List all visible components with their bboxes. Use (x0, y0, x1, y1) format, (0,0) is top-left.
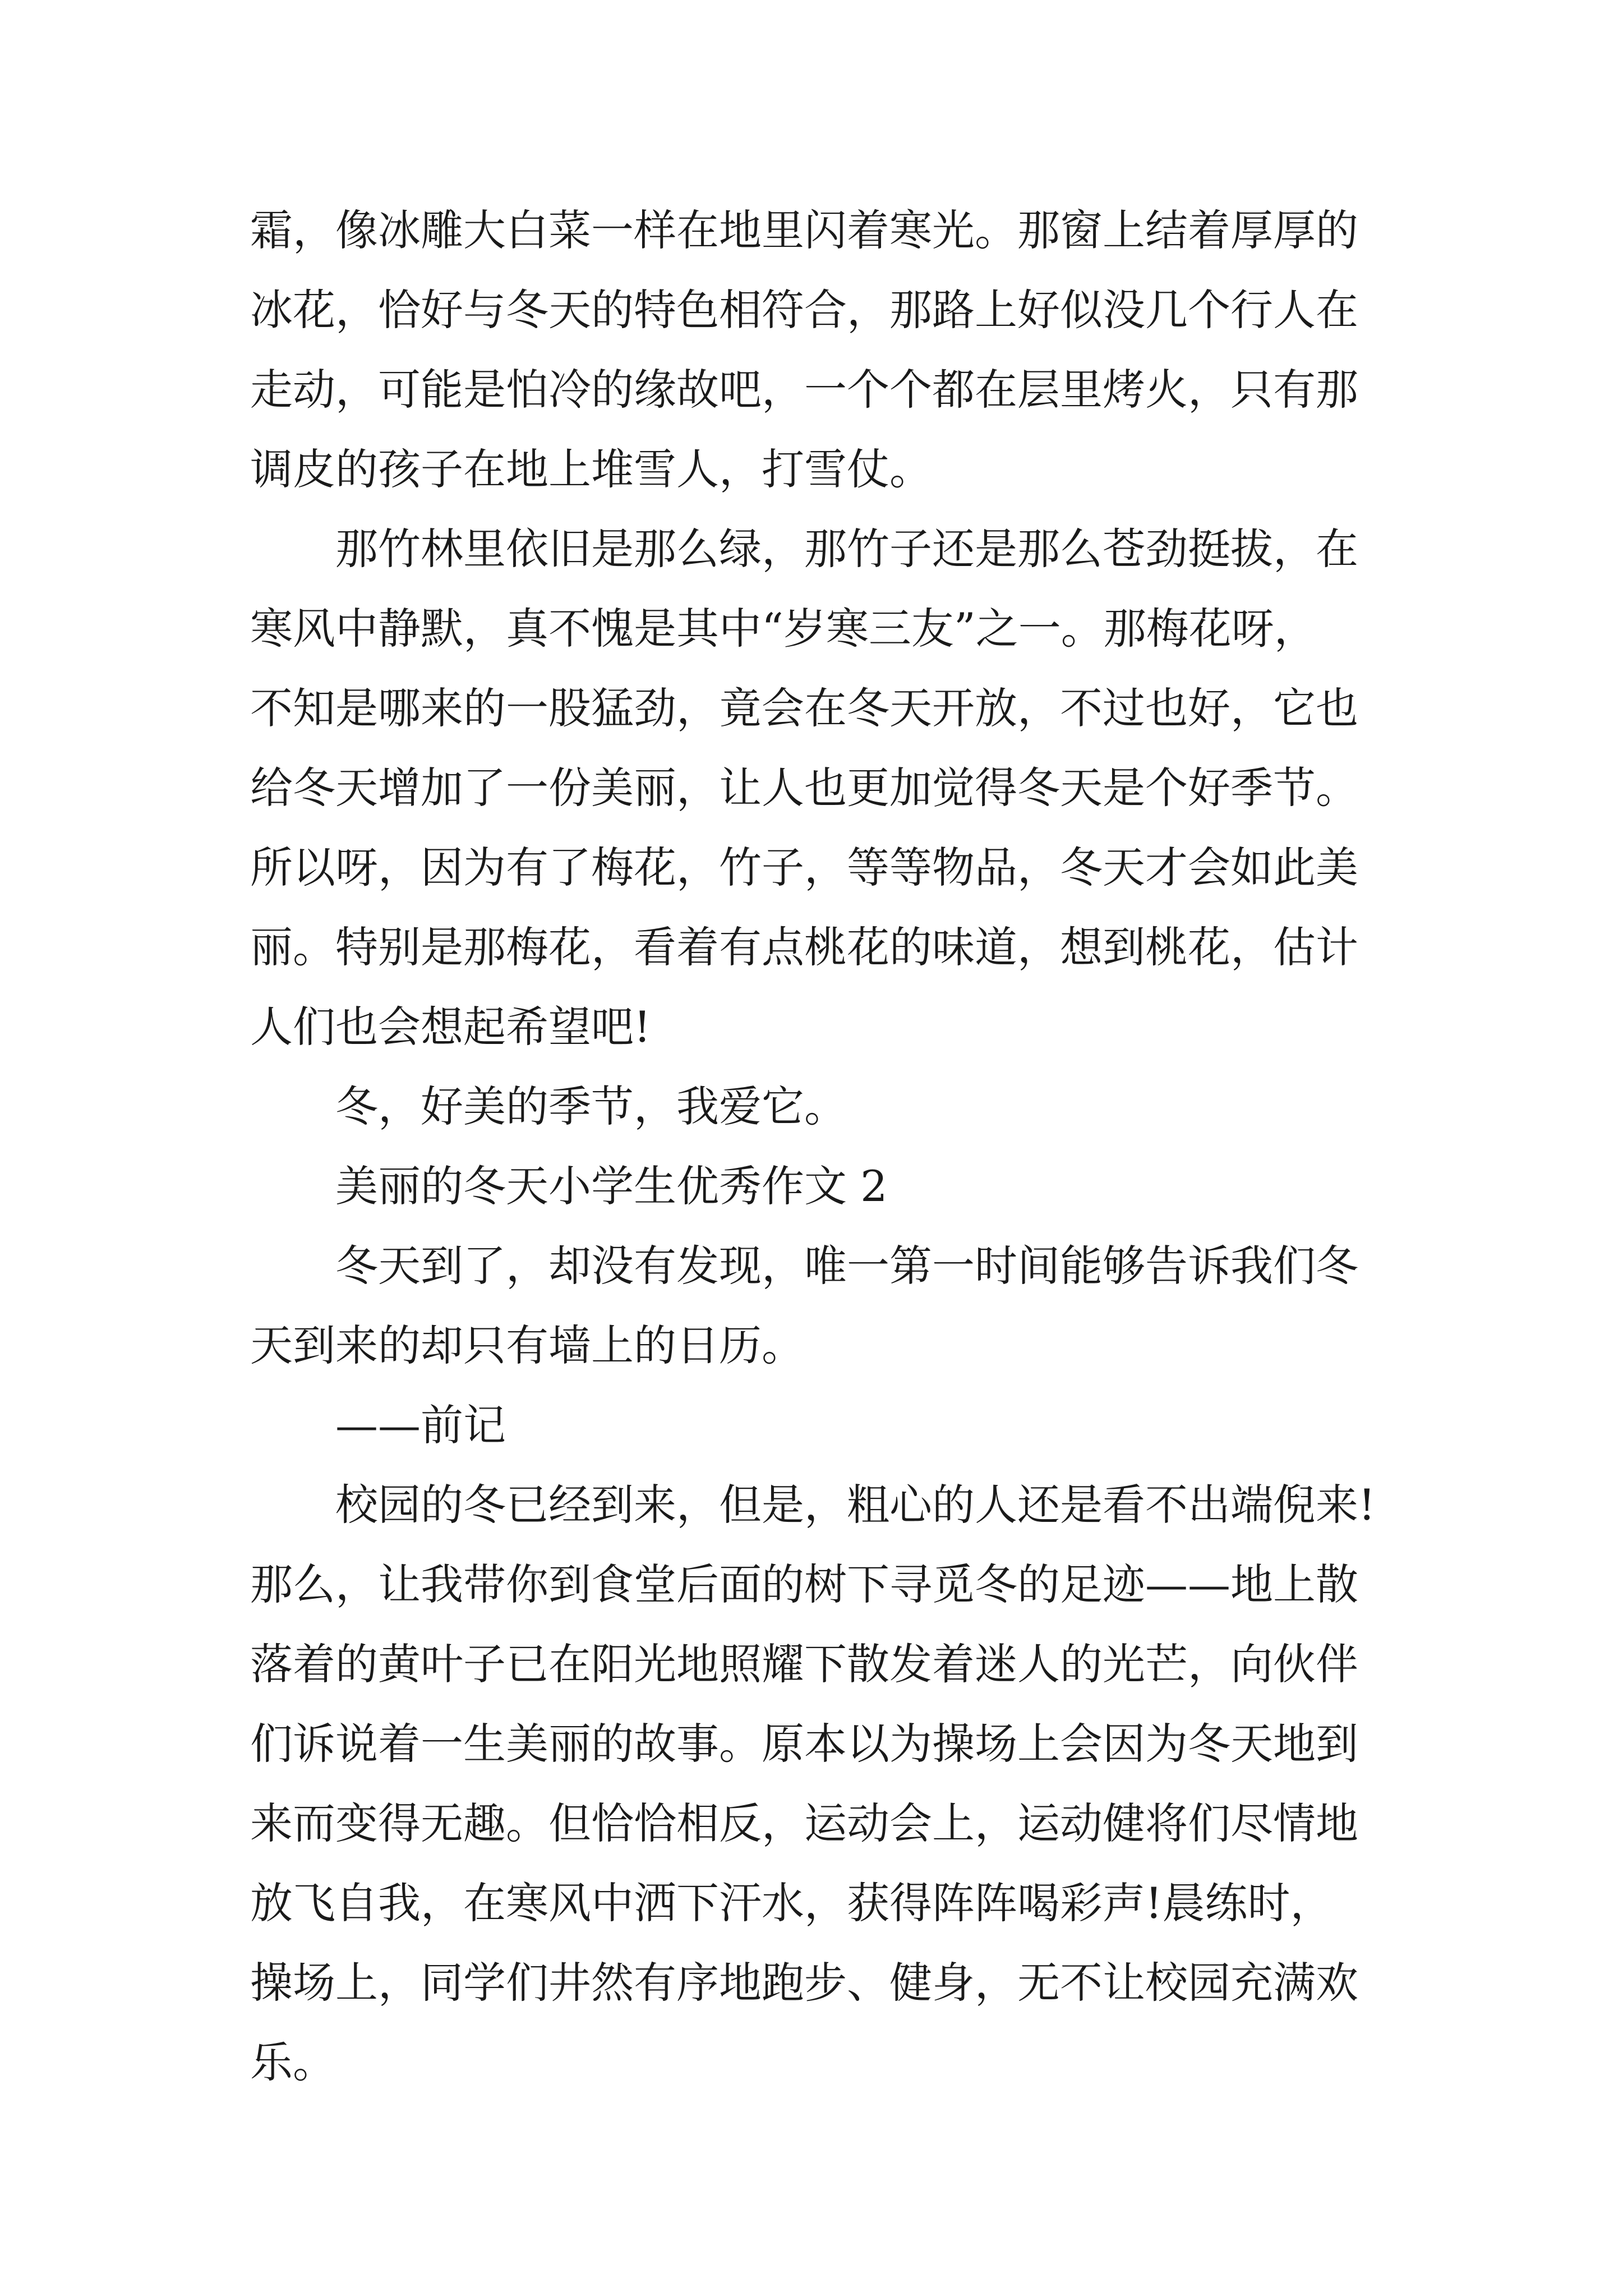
text-line: 霜，像冰雕大白菜一样在地里闪着寒光。那窗上结着厚厚的 (250, 205, 1358, 255)
text-line: 冰花，恰好与冬天的特色相符合，那路上好似没几个行人在 (250, 285, 1358, 335)
text-line: ——前记 (335, 1400, 506, 1450)
text-line: 天到来的却只有墙上的日历。 (250, 1320, 804, 1370)
text-line: 来而变得无趣。但恰恰相反，运动会上，运动健将们尽情地 (250, 1798, 1358, 1848)
text-line: 放飞自我，在寒风中洒下汗水，获得阵阵喝彩声!晨练时， (250, 1878, 1333, 1928)
text-line: 乐。 (250, 2037, 335, 2087)
text-line: 们诉说着一生美丽的故事。原本以为操场上会因为冬天地到 (250, 1719, 1358, 1769)
essay-body (250, 191, 1422, 2102)
text-line: 冬，好美的季节，我爱它。 (335, 1082, 847, 1131)
text-line: 所以呀，因为有了梅花，竹子，等等物品，冬天才会如此美 (250, 843, 1358, 892)
text-line: 冬天到了，却没有发现，唯一第一时间能够告诉我们冬 (335, 1241, 1358, 1291)
text-line: 那竹林里依旧是那么绿，那竹子还是那么苍劲挺拔，在 (335, 524, 1358, 574)
section-heading: 美丽的冬天小学生优秀作文 2 (335, 1161, 888, 1211)
text-line: 校园的冬已经到来，但是，粗心的人还是看不出端倪来! (335, 1480, 1376, 1530)
text-line: 落着的黄叶子已在阳光地照耀下散发着迷人的光芒，向伙伴 (250, 1639, 1358, 1689)
text-line: 走动，可能是怕冷的缘故吧，一个个都在层里烤火，只有那 (250, 365, 1358, 415)
text-line: 寒风中静默，真不愧是其中“岁寒三友”之一。那梅花呀， (250, 604, 1317, 654)
text-line: 调皮的孩子在地上堆雪人，打雪仗。 (250, 444, 932, 494)
text-line: 那么，让我带你到食堂后面的树下寻觅冬的足迹——地上散 (250, 1559, 1358, 1609)
text-line: 不知是哪来的一股猛劲，竟会在冬天开放，不过也好，它也 (250, 683, 1358, 733)
text-line: 人们也会想起希望吧! (250, 1002, 651, 1052)
text-line: 丽。特别是那梅花，看着有点桃花的味道，想到桃花，估计 (250, 922, 1358, 972)
text-line: 给冬天增加了一份美丽，让人也更加觉得冬天是个好季节。 (250, 763, 1358, 813)
text-line: 操场上，同学们井然有序地跑步、健身，无不让校园充满欢 (250, 1958, 1358, 2008)
